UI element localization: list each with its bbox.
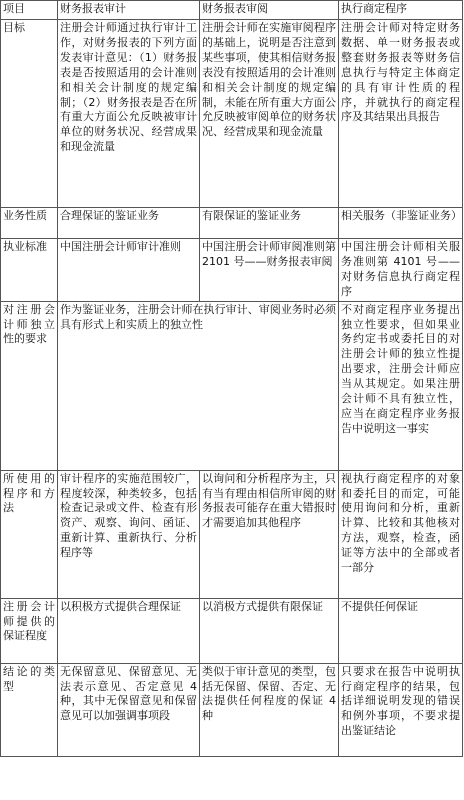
table-row — [1, 301, 463, 470]
table-row — [1, 470, 463, 598]
cell-audit: 中国注册会计师审计准则 — [58, 239, 200, 302]
header-row — [1, 1, 463, 20]
cell-review: 中国注册会计师审阅准则第 2101 号——财务报表审阅 — [200, 239, 339, 302]
header-agreed-procedures: 执行商定程序 — [339, 1, 463, 20]
cell-review: 以消极方式提供有限保证 — [200, 598, 339, 663]
header-item: 项目 — [1, 1, 58, 20]
table-row — [1, 663, 463, 756]
row-label-independence: 对注册会计师独立性的要求 — [1, 301, 58, 470]
row-label-standards: 执业标准 — [1, 239, 58, 302]
row-label-conclusion-type: 结论的类型 — [1, 663, 58, 756]
cell-audit: 无保留意见、保留意见、无法表示意见、否定意见 4 种，其中无保留意见和保留意见可以加强调事项段 — [58, 663, 200, 756]
cell-audit: 以积极方式提供合理保证 — [58, 598, 200, 663]
cell-review: 类似于审计意见的类型，包括无保留、保留、否定、无法提供任何程度的保证 4 种 — [200, 663, 339, 756]
cell-agreed: 不提供任何保证 — [339, 598, 463, 663]
cell-review: 注册会计师在实施审阅程序的基础上，说明是否注意到某些事项，使其相信财务报表没有按照适用的会计准则和相关会计制度的规定编制，未能在所有重大方面公允反映被审阅单位的财务状况、经营成果和现金流量 — [200, 20, 339, 208]
cell-audit-review-merged: 作为鉴证业务，注册会计师在执行审计、审阅业务时必须具有形式上和实质上的独立性 — [58, 301, 339, 470]
table-row — [1, 20, 463, 208]
cell-agreed: 视执行商定程序的对象和委托目的而定，可能使用询问和分析，重新计算、比较和其他核对方法，观察，检查，函证等方法中的全部或者一部分 — [339, 470, 463, 598]
cell-audit: 注册会计师通过执行审计工作，对财务报表的下列方面发表审计意见：（1）财务报表是否按照适用的会计准则和相关会计制度的规定编制；（2）财务报表是否在所有重大方面公允反映被审计单位的财务状况、经营成果和现金流量 — [58, 20, 200, 208]
cell-agreed: 只要求在报告中说明执行商定程序的结果，包括详细说明发现的错误和例外事项，不要求提出鉴证结论 — [339, 663, 463, 756]
cell-agreed: 中国注册会计师相关服务准则第 4101 号——对财务信息执行商定程序 — [339, 239, 463, 302]
cell-agreed: 不对商定程序业务提出独立性要求，但如果业务约定书或委托目的对注册会计师的独立性提出要求，注册会计师应当从其规定。如果注册会计师不具有独立性，应当在商定程序业务报告中说明这一事实 — [339, 301, 463, 470]
cell-agreed: 注册会计师对特定财务数据、单一财务报表或整套财务报表等财务信息执行与特定主体商定的具有审计性质的程序，并就执行的商定程序及其结果出具报告 — [339, 20, 463, 208]
table-row — [1, 598, 463, 663]
cell-audit: 审计程序的实施范围较广，程度较深，种类较多，包括检查记录或文件、检查有形资产、观察、询问、函证、重新计算、重新执行、分析程序等 — [58, 470, 200, 598]
header-review: 财务报表审阅 — [200, 1, 339, 20]
row-label-nature: 业务性质 — [1, 208, 58, 239]
table-row — [1, 239, 463, 302]
row-label-assurance-level: 注册会计师提供的保证程度 — [1, 598, 58, 663]
cell-review: 以询问和分析程序为主，只有当有理由相信所审阅的财务报表可能存在重大错报时才需要追加其他程序 — [200, 470, 339, 598]
cell-audit: 合理保证的鉴证业务 — [58, 208, 200, 239]
cell-agreed: 相关服务（非鉴证业务） — [339, 208, 463, 239]
cell-review: 有限保证的鉴证业务 — [200, 208, 339, 239]
table-row — [1, 208, 463, 239]
header-audit: 财务报表审计 — [58, 1, 200, 20]
row-label-procedures: 所使用的程序和方法 — [1, 470, 58, 598]
row-label-objective: 目标 — [1, 20, 58, 208]
